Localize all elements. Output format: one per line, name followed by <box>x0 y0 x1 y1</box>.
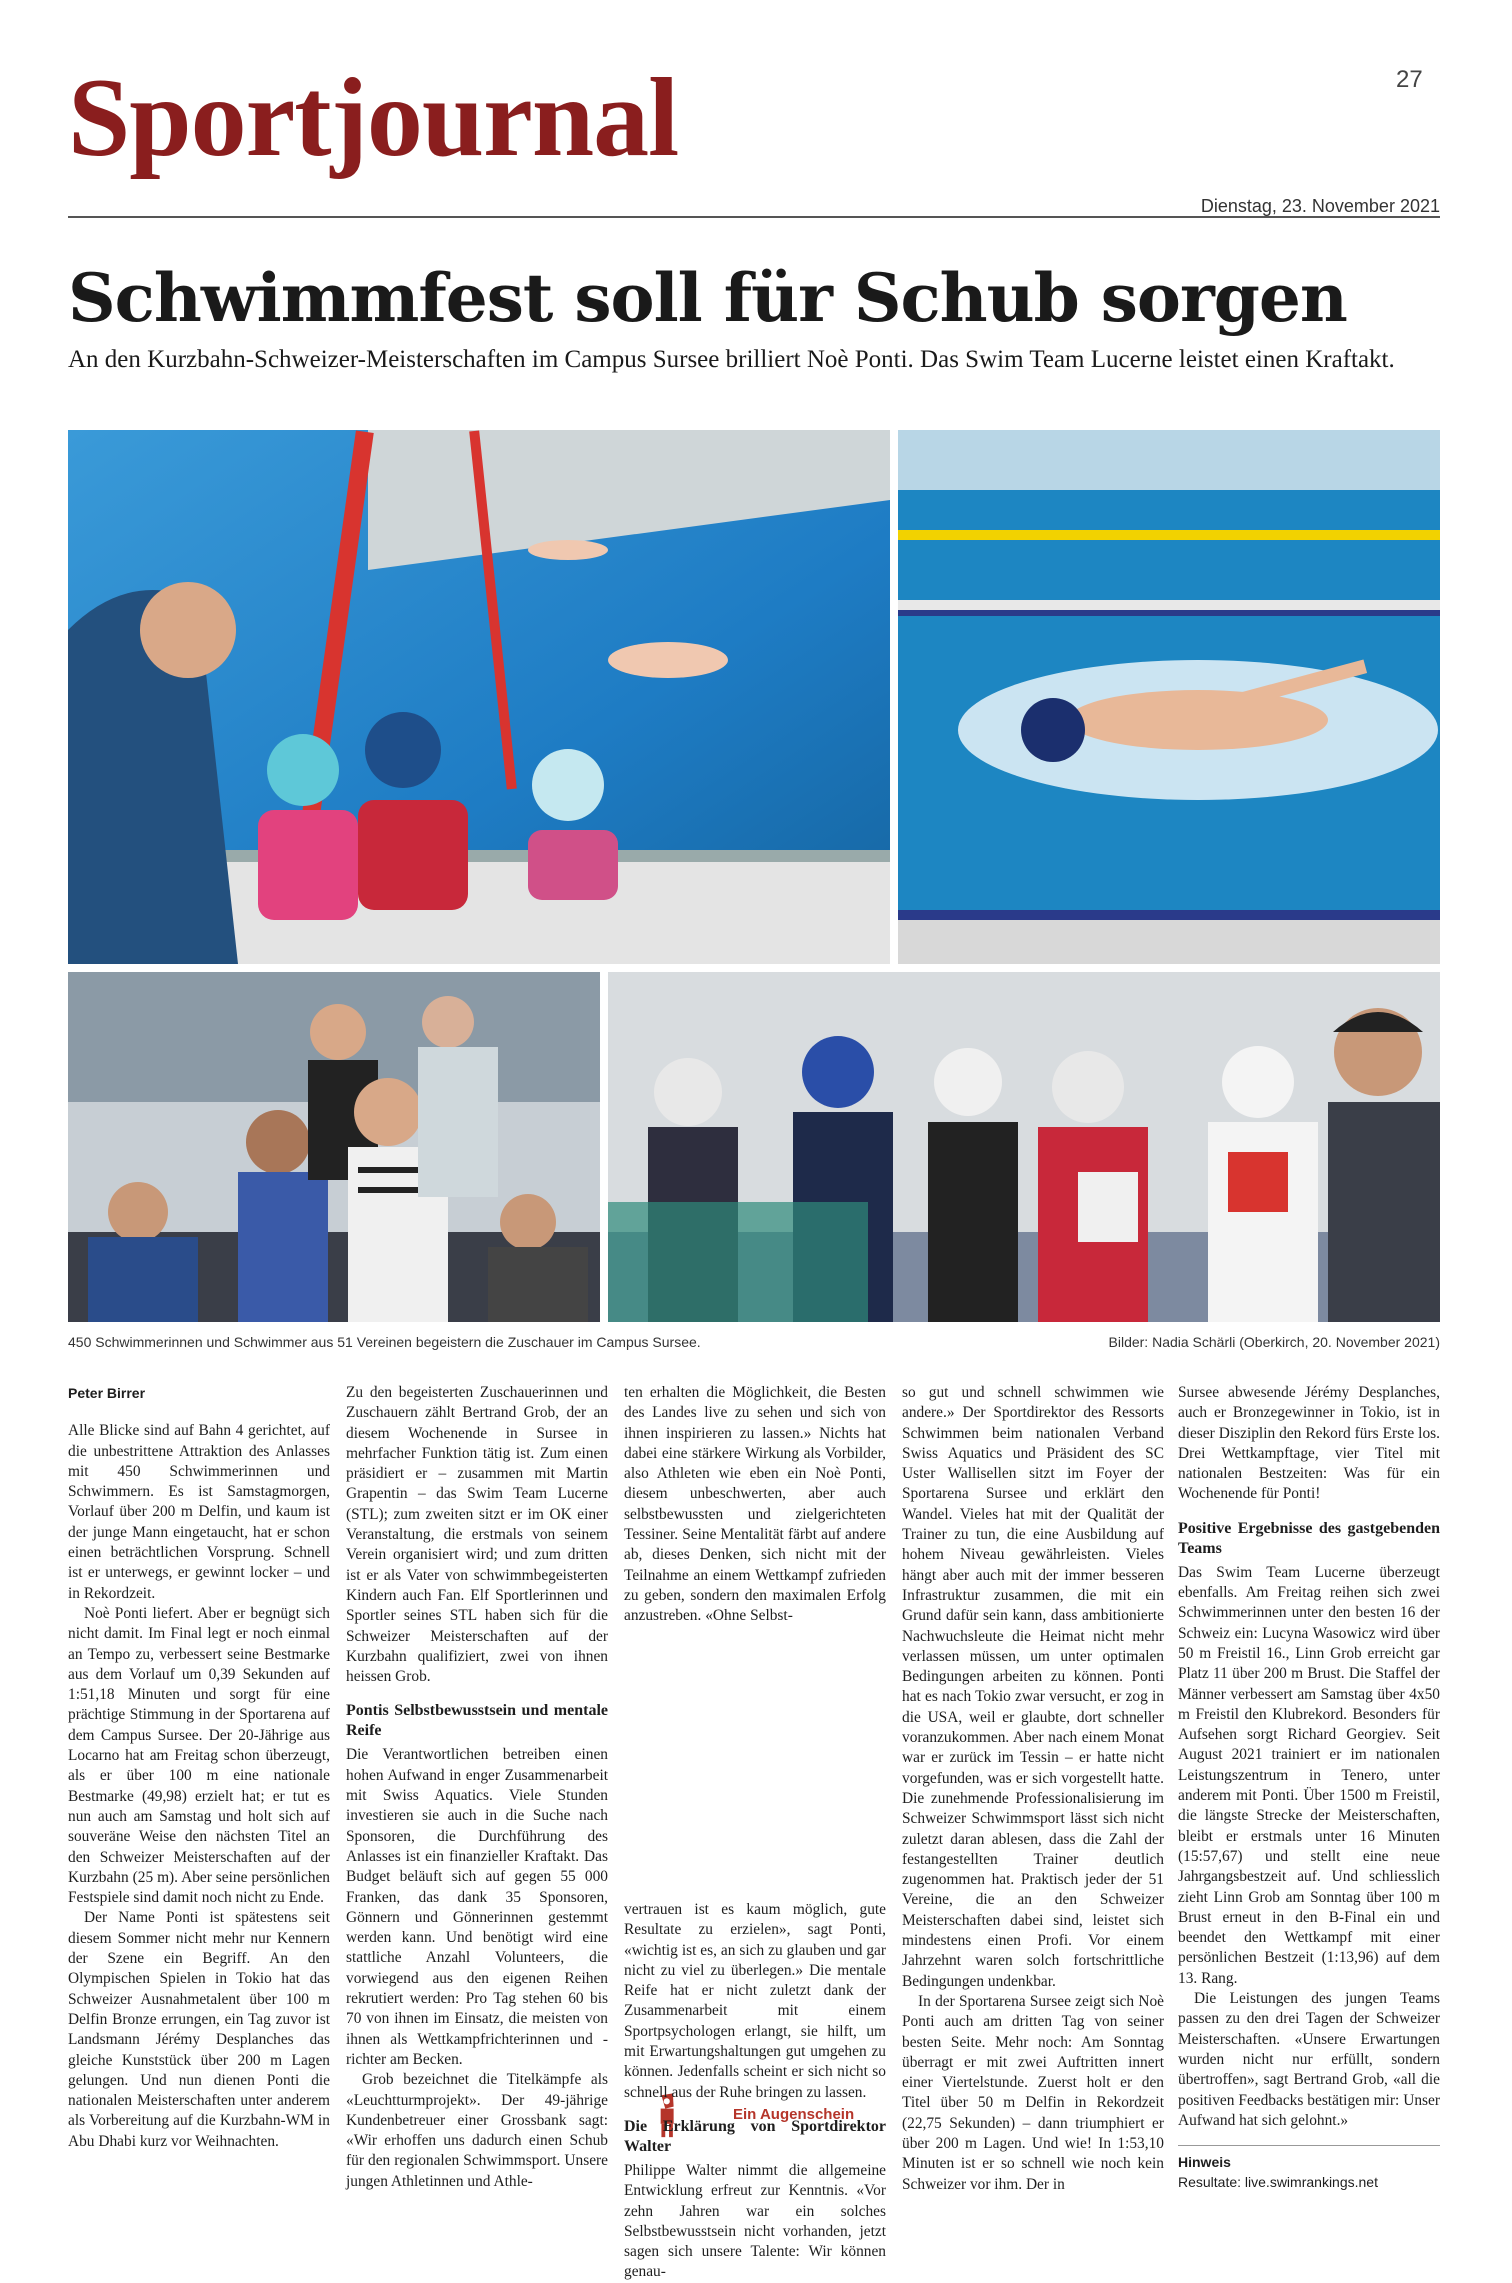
note-title: Hinweis <box>1178 2145 1440 2172</box>
subheading: Positive Ergebnisse des gastgebenden Teams <box>1178 1519 1440 1557</box>
page-number: 27 <box>1396 66 1423 93</box>
paragraph: Der Name Ponti ist spätestens seit diesem Sommer nicht mehr nur Kennern der Szene ein Begriff. An den Olympischen Spielen in Tokio hat das Schweizer Ausnahmetalent über 100 m Delfin Bronze errungen, ein Tag zuvor ist Landsmann Jérémy Desplanches das gleiche Kunststück über 200 m Lagen gelungen. Und nun dienen Ponti die nationalen Meisterschaften unter anderem als Vorbereitung auf die Kurzbahn-WM in Abu Dhabi kurz vor Weihnachten. <box>68 1909 330 2150</box>
paragraph: Die Verantwortlichen betreiben einen hohen Aufwand in enger Zusammenarbeit mit Swiss Aquatics. Viele Stunden investieren sie auch in die Suche nach Sponsoren, die Durchführung des Anlasses ist ein finanzieller Kraftakt. Das Budget beläuft sich auf gegen 55 000 Franken, das dank 35 Sponsoren, Gönnern und Gönnerinnen gestemmt werden kann. Und benötigt wird eine stattliche Anzahl Volunteers, die vorwiegend aus den eigenen Reihen rekrutiert werden: Pro Tag stehen 60 bis 70 von ihnen im Einsatz, die meisten von ihnen als Wettkampfrichterinnen und -richter am Becken. <box>346 1746 608 2068</box>
subheadline: An den Kurzbahn-Schweizer-Meisterschaften im Campus Sursee brilliert Noè Ponti. Das Swim Team Lucerne leistet einen Kraftakt. <box>68 346 1395 373</box>
article-column-5 <box>1178 1383 1440 2193</box>
photo-credit: Bilder: Nadia Schärli (Oberkirch, 20. November 2021) <box>1108 1334 1440 1350</box>
paragraph: Grob bezeichnet die Titelkämpfe als «Leuchtturmprojekt». Der 49-jährige Kundenbetreuer einer Grossbank sagt: «Wir erhoffen uns dadurch einen Schub für den regionalen Schwimmsport. Unsere jungen Athletinnen und Athle- <box>346 2071 608 2190</box>
paragraph: Das Swim Team Lucerne überzeugt ebenfalls. Am Freitag reihen sich zwei Schwimmerinnen unter den besten 16 der Schweiz ein: Lucyna Wasowicz wird über 50 m Freistil 16., Linn Grob erreicht gar Platz 11 über 200 m Brust. Die Staffel der Männer verbessert am Samstag über 4x50 m Freistil den Klubrekord. Besonders für Aufsehen sorgt Richard Georgiev. Seit August 2021 trainiert er im nationalen Leistungszentrum in Tenero, unter anderem mit Ponti. Über 1500 m Freistil, die längste Strecke der Meisterschaften, bleibt er erstmals unter 16 Minuten (15:57,67) und stellt eine neue Jahrgangsbestzeit auf. Und schliesslich zieht Linn Grob am Sonntag über 100 m Brust erneut in den B-Final ein und beendet den Wettkampf mit einer persönlichen Bestzeit (1:13,96) auf dem 13. Rang. <box>1178 1563 1440 1987</box>
paragraph: Die Leistungen des jungen Teams passen zu den drei Tagen der Schweizer Meisterschaften. «Unsere Erwartungen wurden nicht nur erfüllt, sondern übertroffen», sagt Bertrand Grob, «all die positiven Feedbacks bestätigen mir: Unser Aufwand hat sich gelohnt.» <box>1178 1990 1440 2129</box>
article-column-1 <box>68 1383 330 2193</box>
subheading: Pontis Selbstbewusstsein und mentale Reife <box>346 1702 608 1740</box>
headline: Schwimmfest soll für Schub sorgen <box>68 259 1347 337</box>
paragraph: Philippe Walter nimmt die allgemeine Entwicklung erfreut zur Kenntnis. «Vor zehn Jahren war ein solches Selbstbewusstsein nicht vorhanden, jetzt sagen sich unsere Talente: Wir können genau- <box>624 2161 886 2281</box>
dateline: Dienstag, 23. November 2021 <box>1200 196 1440 216</box>
paragraph: Alle Blicke sind auf Bahn 4 gerichtet, auf die unbestrittene Attraktion des Anlasses mit 450 Schwimmerinnen und Schwimmern. Es ist Samstagmorgen, Vorlauf über 200 m Delfin, und kaum ist der junge Mann eingetaucht, hat er schon einen beträchtlichen Vorsprung. Schnell ist er unterwegs, er gewinnt locker – und in Rekordzeit. <box>68 1422 330 1602</box>
article-column-3-top <box>624 1383 886 1645</box>
photo-butterfly-swimmer <box>898 430 1440 964</box>
paragraph: vertrauen ist es kaum möglich, gute Resultate zu erzielen», sagt Ponti, «wichtig ist es, an sich zu glauben und gar nicht zu viel zu überlegen.» Die mentale Reife hat er nicht zuletzt dank der Zusammenarbeit mit einem Sportpsychologen erlangt, sie hilft, um mit Erwartungshaltungen gut umgehen zu können. Jedenfalls scheint er sich nicht so schnell aus der Ruhe bringen zu lassen. <box>624 1901 886 2101</box>
paragraph: Noè Ponti liefert. Aber er begnügt sich nicht damit. Im Final legt er noch einmal an Tempo zu, verbessert seine Bestmarke aus dem Vorlauf um 0,39 Sekunden auf 1:51,18 Minuten und sorgt für eine prächtige Stimmung in der Sportarena auf dem Campus Sursee. Der 20-Jährige aus Locarno hat am Freitag schon überzeugt, als er über 100 m eine nationale Bestmarke (49,98) erzielt hat; er tut es nun auch am Samstag und holt sich auf souveräne Weise den nächsten Titel an den Schweizer Meisterschaften auf der Kurzbahn (25 m). Aber seine persönlichen Festspiele sind damit noch nicht zu Ende. <box>68 1604 330 1907</box>
article-column-2 <box>346 1383 608 2193</box>
paragraph: Zu den begeisterten Zuschauerinnen und Zuschauern zählt Bertrand Grob, der an diesem Wochenende in Sursee in mehrfacher Funktion tätig ist. Zum einen präsidiert er – zusammen mit Martin Grapentin – das Swim Team Lucerne (STL); zum zweiten sitzt er im OK einer Veranstaltung, die erstmals von seinem Verein organisiert wird; und zum dritten ist er als Vater von schwimmbegeisterten Kindern auch Fan. Elf Sportlerinnen und Sportler seines STL haben sich für die Schweizer Meisterschaften auf der Kurzbahn qualifiziert, zwei von ihnen heissen Grob. <box>346 1384 608 1686</box>
photo-seated-swimmers <box>608 972 1440 1322</box>
paragraph: In der Sportarena Sursee zeigt sich Noè Ponti auch am dritten Tag von seiner besten Seite. Mehr noch: Am Sonntag überragt er mit zwei Auftritten innert einer Viertelstunde. Zuerst holt er den Titel über 50 m Delfin in Rekordzeit (22,75 Sekunden) – dann triumphiert er über 200 m Lagen. Und wie! In 1:53,10 Minuten ist er so schnell wie noch kein Schweizer vor ihm. Der in <box>902 1992 1164 2193</box>
paragraph: ten erhalten die Möglichkeit, die Besten des Landes live zu sehen und sich von ihnen inspirieren zu lassen.» Nichts hat dabei eine stärkere Wirkung als Vorbilder, also Athleten wie eben ein Noè Ponti, diesem unbeschwerten, aber auch selbstbewussten und zielgerichteten Tessiner. Seine Mentalität färbt auf andere ab, dieses Denken, sich nicht mit der Teilnahme an einem Wettkampf zufrieden zu geben, sondern den maximalen Erfolg anzustreben. «Ohne Selbst- <box>624 1384 886 1625</box>
paragraph: so gut und schnell schwimmen wie andere.» Der Sportdirektor des Ressorts Schwimmen beim nationalen Verband Swiss Aquatics und Präsident des SC Uster Wallisellen sitzt im Foyer der Sportarena Sursee und erklärt den Wandel. Vieles hat mit der Qualität der Trainer zu tun, die eine Ausbildung auf hohem Niveau gewährleisten. Vieles hängt aber auch mit der immer besseren Infrastruktur zusammen, die mit ein Grund dafür sein kann, dass ambitionierte Nachwuchsleute die Heimat nicht mehr verlassen müssen, um unter optimalen Bedingungen arbeiten zu können. Ponti hat es nach Tokio zwar versucht, er zog in die USA, weil er glaubte, dort schneller voranzukommen. Aber nach einem Monat war er zurück im Tessin – er hatte nicht vorgefunden, was er sich vorgestellt hatte. Die zunehmende Professionalisierung im Schweizer Schwimmsport lässt sich nicht zuletzt daran ablesen, dass die Zahl der festangestellten Trainer deutlich zugenommen hat. Praktisch jeder der 51 Vereine, die an den Schweizer Meisterschaften dabei sind, leistet sich mindestens einen Profi. Vor einem Jahrzehnt waren solch fortschrittliche Bedingungen undenkbar. <box>902 1384 1164 1990</box>
note-text: Resultate: live.swimrankings.net <box>1178 2174 1378 2191</box>
paragraph: Sursee abwesende Jérémy Desplanches, auch er Bronzegewinner in Tokio, ist in dieser Disziplin den Rekord fürs Erste los. Drei Wettkampftage, vier Titel mit nationalen Bestzeiten: Was für ein Wochenende für Ponti! <box>1178 1384 1440 1503</box>
photo-caption: 450 Schwimmerinnen und Schwimmer aus 51 Vereinen begeistern die Zuschauer im Campus Sursee. <box>68 1334 701 1350</box>
masthead: Sportjournal <box>68 56 679 180</box>
author: Peter Birrer <box>68 1385 146 1401</box>
article-column-4 <box>902 1383 1164 2193</box>
article-column-3-bottom <box>624 1900 886 2281</box>
augenschein-label: Ein Augenschein <box>733 2106 855 2123</box>
photo-crowd-cheering <box>68 972 600 1322</box>
photo-coach-swimmers <box>68 430 890 964</box>
subheading: Die Erklärung von Sportdirektor Walter <box>624 2117 886 2155</box>
